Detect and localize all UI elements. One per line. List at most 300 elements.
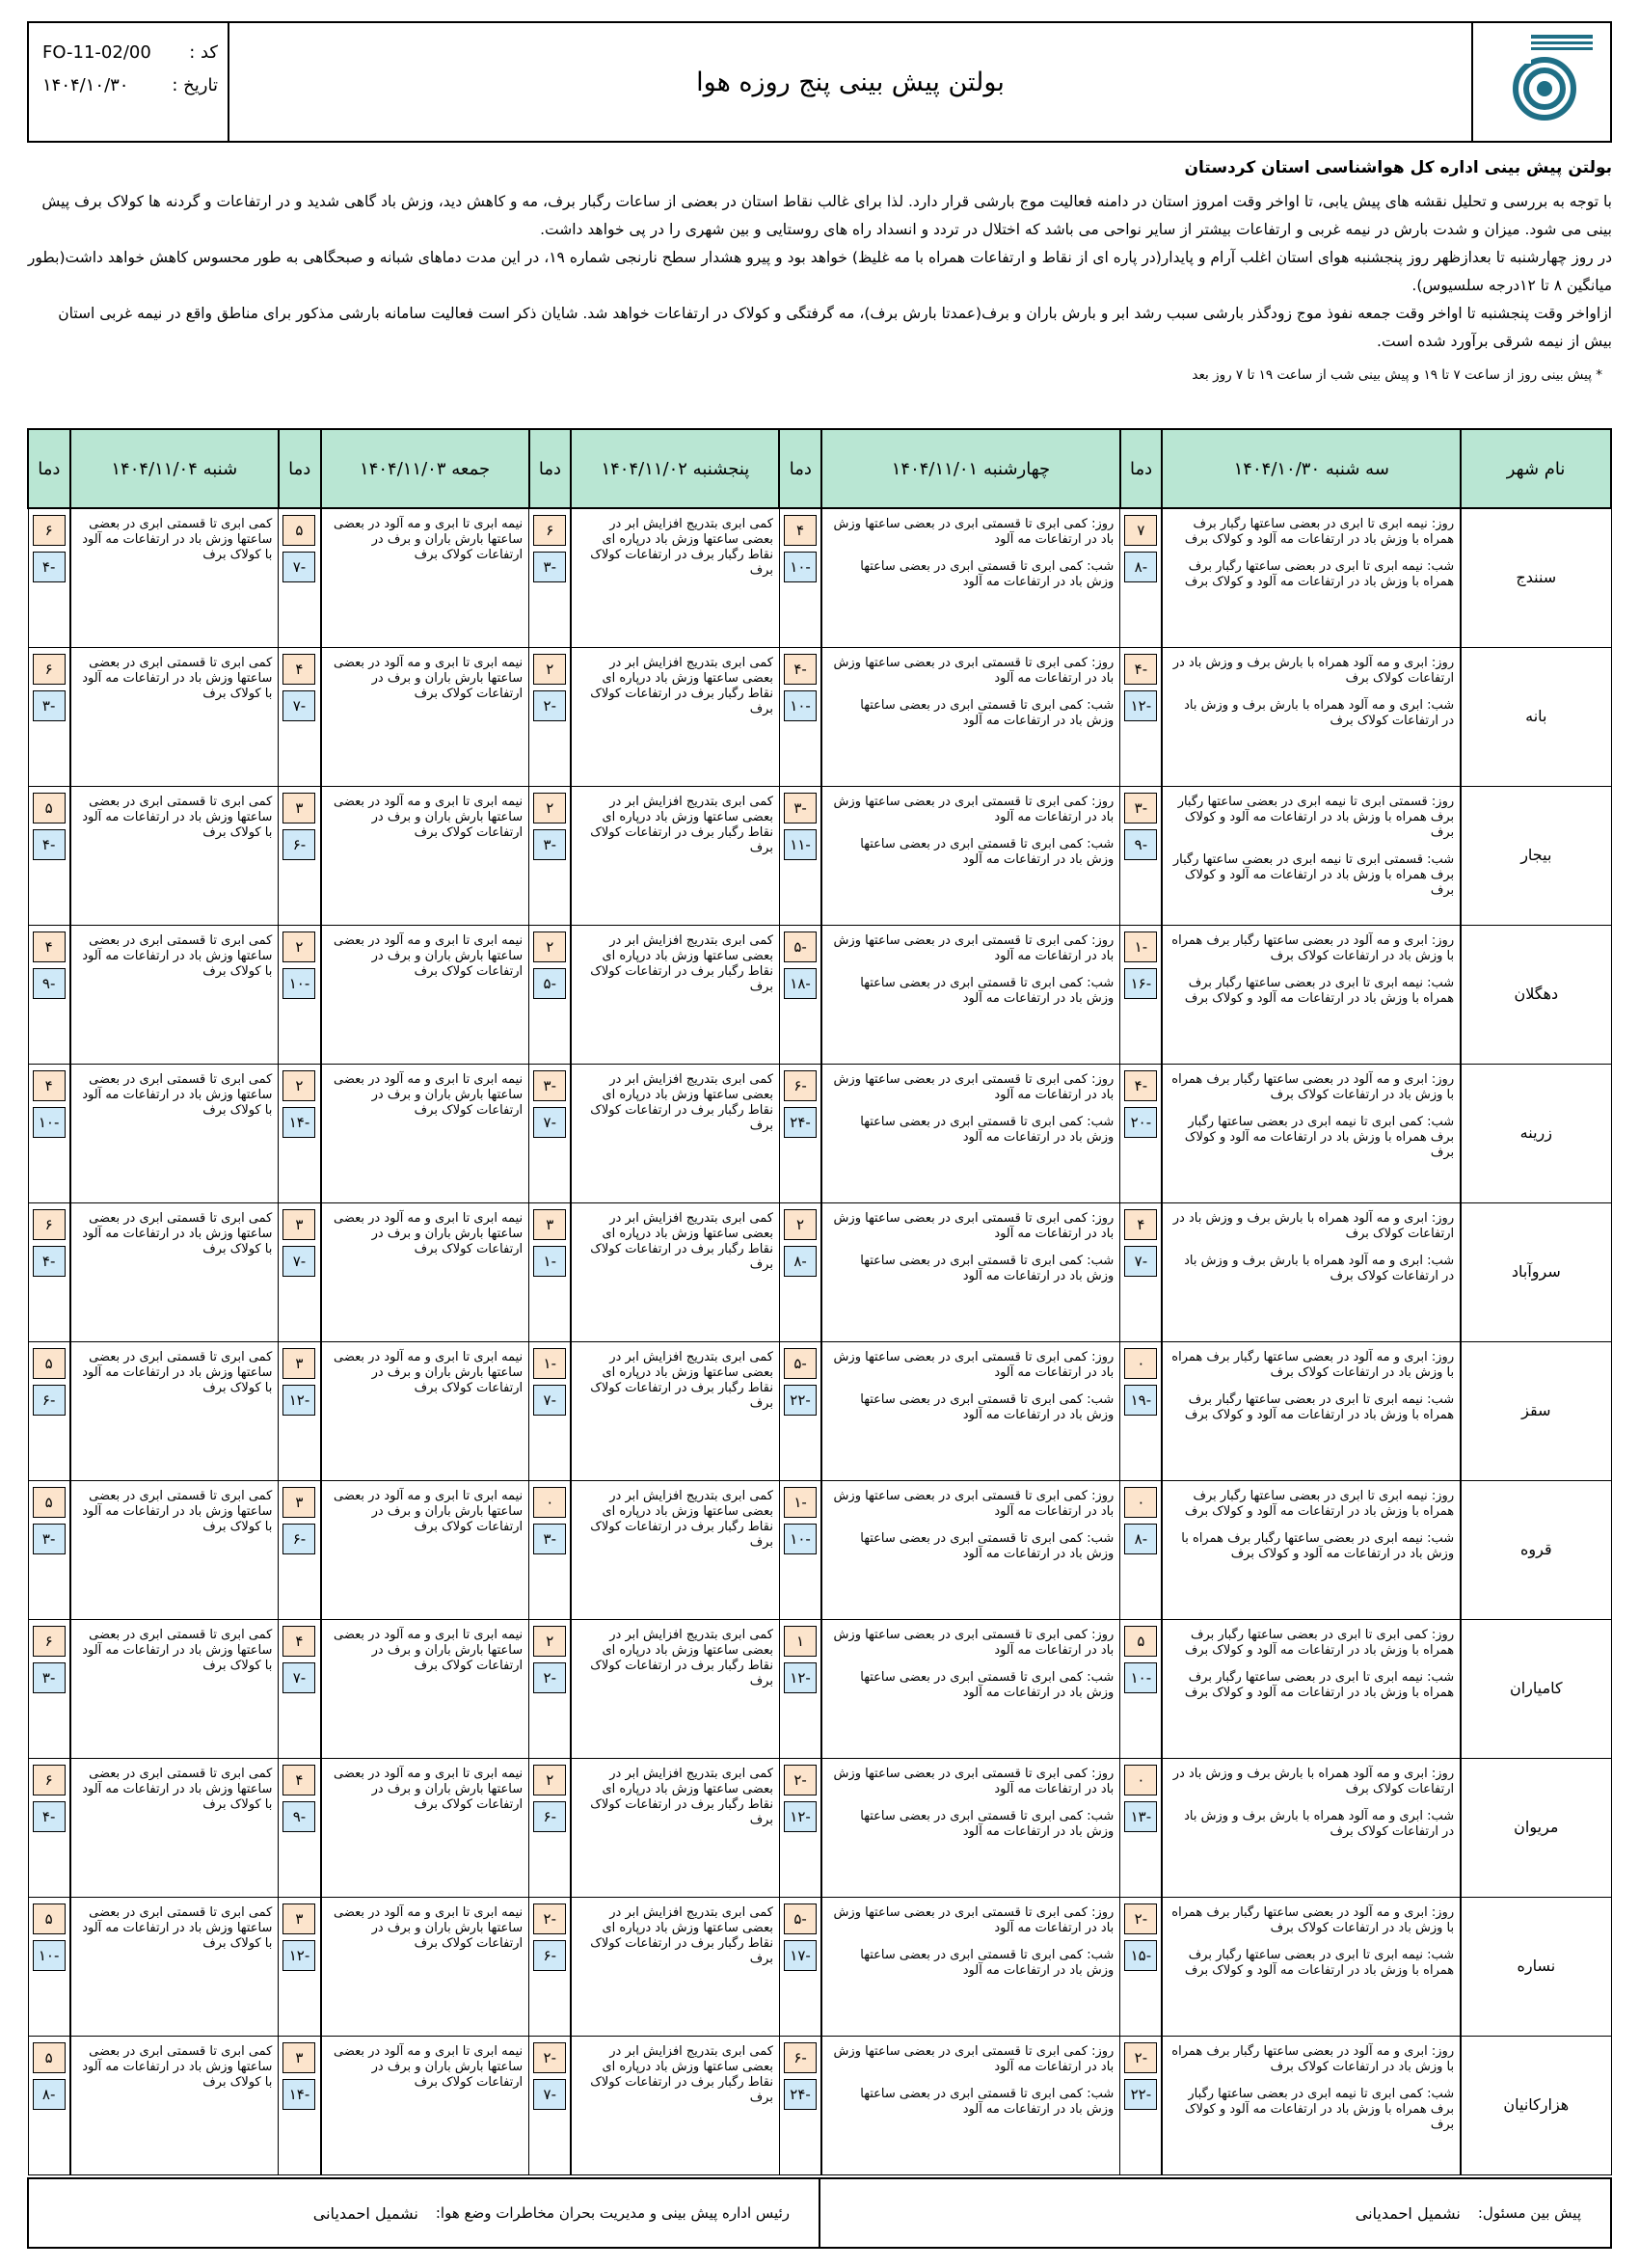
forecast-cell: کمی ابری تا قسمتی ابری در بعضی ساعتها وزش باد در ارتفاعات مه آلود با کولاک برف	[70, 1758, 279, 1897]
city-name: زرینه	[1461, 1064, 1611, 1202]
city-name: دهگلان	[1461, 925, 1611, 1064]
code-box	[29, 23, 229, 141]
min-temp: -۴	[33, 552, 66, 582]
min-temp: -۱۲	[282, 1940, 315, 1971]
document-header	[27, 21, 1612, 143]
day-header: سه شنبه ۱۴۰۴/۱۰/۳۰	[1162, 429, 1461, 508]
temp-cell	[28, 1619, 70, 1758]
min-temp: -۸	[784, 1246, 817, 1277]
night-forecast: شب: کمی ابری تا قسمتی ابری در بعضی ساعتها وزش باد در ارتفاعات مه آلود	[860, 1530, 1115, 1561]
city-header: نام شهر	[1461, 429, 1611, 508]
date-label: تاریخ :	[172, 75, 218, 95]
forecast-cell: نیمه ابری تا ابری و مه آلود در بعضی ساعتها بارش باران و برف در ارتفاعات کولاک برف	[321, 786, 529, 925]
night-forecast: شب: ابری و مه آلود همراه با بارش برف و وزش باد در ارتفاعات کولاک برف	[1184, 697, 1455, 728]
min-temp: -۱۴	[282, 1107, 315, 1138]
forecast-cell: کمی ابری بتدریج افزایش ابر در بعضی ساعتها وزش باد درپاره ای نقاط رگبار برف در ارتفاعات کولاک برف	[571, 1897, 779, 2036]
max-temp: -۳	[1124, 793, 1157, 824]
temp-cell	[529, 2036, 572, 2174]
min-temp: -۱۲	[784, 1662, 817, 1693]
max-temp: ۲	[533, 1765, 566, 1796]
forecast-cell: کمی ابری بتدریج افزایش ابر در بعضی ساعتها وزش باد درپاره ای نقاط رگبار برف در ارتفاعات کولاک برف	[571, 647, 779, 786]
temp-cell	[1120, 1064, 1163, 1202]
forecast-cell	[1162, 647, 1461, 786]
temp-cell	[529, 1619, 572, 1758]
table-row	[28, 1064, 1611, 1202]
forecast-cell	[1162, 2036, 1461, 2174]
min-temp: -۱۰	[1124, 1662, 1157, 1693]
max-temp: ۴	[784, 515, 817, 546]
temp-cell	[1120, 925, 1163, 1064]
max-temp: ۰	[1124, 1487, 1157, 1518]
organization-logo	[1473, 23, 1610, 141]
night-forecast: شب: کمی ابری تا قسمتی ابری در بعضی ساعتها وزش باد در ارتفاعات مه آلود	[860, 1669, 1115, 1700]
temp-cell	[28, 1202, 70, 1341]
forecast-cell: نیمه ابری تا ابری و مه آلود در بعضی ساعتها بارش باران و برف در ارتفاعات کولاک برف	[321, 925, 529, 1064]
min-temp: -۶	[533, 1801, 566, 1832]
table-row	[28, 1619, 1611, 1758]
head-cell	[29, 2179, 819, 2247]
forecast-cell	[821, 925, 1120, 1064]
table-row	[28, 2036, 1611, 2174]
min-temp: -۷	[282, 1662, 315, 1693]
max-temp: ۶	[33, 654, 66, 685]
day-header: شنبه ۱۴۰۴/۱۱/۰۴	[70, 429, 279, 508]
max-temp: ۲	[282, 932, 315, 962]
meteorological-organization-logo-icon	[1489, 29, 1595, 135]
min-temp: -۱۰	[33, 1107, 66, 1138]
forecast-cell: نیمه ابری تا ابری و مه آلود در بعضی ساعتها بارش باران و برف در ارتفاعات کولاک برف	[321, 647, 529, 786]
night-forecast: شب: کمی ابری تا قسمتی ابری در بعضی ساعتها وزش باد در ارتفاعات مه آلود	[860, 975, 1115, 1006]
day-forecast: روز: کمی ابری تا قسمتی ابری در بعضی ساعتها وزش باد در ارتفاعات مه آلود	[833, 1904, 1115, 1935]
code-value: FO-11-02/00	[42, 42, 151, 63]
max-temp: -۵	[784, 1348, 817, 1379]
forecaster-cell	[819, 2179, 1610, 2247]
temp-cell	[279, 786, 321, 925]
max-temp: ۴	[282, 654, 315, 685]
forecast-cell	[1162, 925, 1461, 1064]
forecast-cell: کمی ابری تا قسمتی ابری در بعضی ساعتها وزش باد در ارتفاعات مه آلود با کولاک برف	[70, 925, 279, 1064]
forecast-cell	[821, 508, 1120, 647]
temp-cell	[529, 1341, 572, 1480]
max-temp: -۶	[784, 1070, 817, 1101]
max-temp: ۴	[282, 1626, 315, 1657]
night-forecast: شب: نیمه ابری در بعضی ساعتها رگبار برف همراه با وزش باد در ارتفاعات مه آلود و کولاک برف	[1181, 1530, 1455, 1561]
temp-cell	[779, 1064, 821, 1202]
city-name: سنندج	[1461, 508, 1611, 647]
min-temp: -۱۰	[784, 690, 817, 721]
city-name: نساره	[1461, 1897, 1611, 2036]
max-temp: ۶	[33, 1765, 66, 1796]
night-forecast: شب: کمی ابری تا نیمه ابری در بعضی ساعتها رگبار برف همراه با وزش باد در ارتفاعات مه آلود و کولاک برف	[1184, 1114, 1455, 1160]
forecast-cell	[821, 647, 1120, 786]
temp-header: دما	[529, 429, 572, 508]
night-forecast: شب: کمی ابری تا قسمتی ابری در بعضی ساعتها وزش باد در ارتفاعات مه آلود	[860, 559, 1115, 589]
max-temp: ۵	[33, 1904, 66, 1934]
max-temp: ۴	[33, 1070, 66, 1101]
temp-cell	[529, 1064, 572, 1202]
max-temp: ۲	[784, 1209, 817, 1240]
city-name: هزارکانیان	[1461, 2036, 1611, 2174]
night-forecast: شب: کمی ابری تا قسمتی ابری در بعضی ساعتها وزش باد در ارتفاعات مه آلود	[860, 1808, 1115, 1839]
max-temp: -۲	[784, 1765, 817, 1796]
max-temp: ۵	[33, 793, 66, 824]
min-temp: -۹	[1124, 829, 1157, 860]
forecast-cell	[821, 1897, 1120, 2036]
max-temp: ۳	[282, 1487, 315, 1518]
min-temp: -۱۰	[33, 1940, 66, 1971]
max-temp: ۰	[1124, 1765, 1157, 1796]
temp-cell	[279, 925, 321, 1064]
table-row	[28, 925, 1611, 1064]
temp-cell	[28, 786, 70, 925]
temp-cell	[28, 647, 70, 786]
temp-cell	[1120, 2036, 1163, 2174]
max-temp: -۵	[784, 1904, 817, 1934]
temp-cell	[779, 647, 821, 786]
forecast-cell: کمی ابری تا قسمتی ابری در بعضی ساعتها وزش باد در ارتفاعات مه آلود با کولاک برف	[70, 2036, 279, 2174]
day-forecast: روز: قسمتی ابری تا نیمه ابری در بعضی ساعتها رگبار برف همراه با وزش باد در ارتفاعات مه آلود و کولاک برف	[1177, 794, 1455, 840]
night-forecast: شب: نیمه ابری تا ابری در بعضی ساعتها رگبار برف همراه با وزش باد در ارتفاعات مه آلود و کولاک برف	[1184, 1947, 1455, 1978]
head-name: نشمیل احمدیانی	[312, 2203, 418, 2223]
max-temp: ۵	[33, 1348, 66, 1379]
temp-cell	[529, 786, 572, 925]
forecast-cell	[821, 1619, 1120, 1758]
min-temp: -۴	[33, 1246, 66, 1277]
day-forecast: روز: ابری و مه آلود در بعضی ساعتها رگبار برف همراه با وزش باد در ارتفاعات کولاک برف	[1171, 2043, 1455, 2074]
max-temp: ۶	[33, 1626, 66, 1657]
temp-cell	[529, 1202, 572, 1341]
temp-cell	[279, 508, 321, 647]
head-label: رئیس اداره پیش بینی و مدیریت بحران مخاطرات وضع هوا:	[435, 2204, 790, 2222]
max-temp: -۵	[784, 932, 817, 962]
min-temp: -۸	[1124, 1524, 1157, 1554]
min-temp: -۸	[1124, 552, 1157, 582]
day-forecast: روز: کمی ابری تا قسمتی ابری در بعضی ساعتها وزش باد در ارتفاعات مه آلود	[833, 1349, 1115, 1380]
forecast-cell	[1162, 1202, 1461, 1341]
forecast-cell	[821, 1064, 1120, 1202]
max-temp: ۳	[282, 793, 315, 824]
min-temp: -۹	[33, 968, 66, 999]
min-temp: -۴	[33, 829, 66, 860]
night-forecast: شب: کمی ابری تا قسمتی ابری در بعضی ساعتها وزش باد در ارتفاعات مه آلود	[860, 1391, 1115, 1422]
temp-cell	[529, 925, 572, 1064]
day-forecast: روز: کمی ابری تا قسمتی ابری در بعضی ساعتها وزش باد در ارتفاعات مه آلود	[833, 932, 1115, 963]
night-forecast: شب: کمی ابری تا نیمه ابری در بعضی ساعتها رگبار برف همراه با وزش باد در ارتفاعات مه آلود و کولاک برف	[1184, 2086, 1455, 2132]
night-forecast: شب: نیمه ابری تا ابری در بعضی ساعتها رگبار برف همراه با وزش باد در ارتفاعات مه آلود و کولاک برف	[1184, 975, 1455, 1006]
max-temp: ۲	[533, 654, 566, 685]
forecast-cell: کمی ابری بتدریج افزایش ابر در بعضی ساعتها وزش باد درپاره ای نقاط رگبار برف در ارتفاعات کولاک برف	[571, 1341, 779, 1480]
forecast-cell: کمی ابری بتدریج افزایش ابر در بعضی ساعتها وزش باد درپاره ای نقاط رگبار برف در ارتفاعات کولاک برف	[571, 2036, 779, 2174]
forecast-cell: کمی ابری تا قسمتی ابری در بعضی ساعتها وزش باد در ارتفاعات مه آلود با کولاک برف	[70, 508, 279, 647]
day-forecast: روز: ابری و مه آلود در بعضی ساعتها رگبار برف همراه با وزش باد در ارتفاعات کولاک برف	[1171, 1904, 1455, 1935]
min-temp: -۱۰	[784, 1524, 817, 1554]
forecast-cell: نیمه ابری تا ابری و مه آلود در بعضی ساعتها بارش باران و برف در ارتفاعات کولاک برف	[321, 2036, 529, 2174]
min-temp: -۱۴	[282, 2079, 315, 2110]
forecast-cell: کمی ابری تا قسمتی ابری در بعضی ساعتها وزش باد در ارتفاعات مه آلود با کولاک برف	[70, 1897, 279, 2036]
city-name: سروآباد	[1461, 1202, 1611, 1341]
forecast-cell	[821, 1480, 1120, 1619]
code-label: کد :	[189, 42, 218, 63]
max-temp: ۱	[784, 1626, 817, 1657]
day-forecast: روز: نیمه ابری تا ابری در بعضی ساعتها رگبار برف همراه با وزش باد در ارتفاعات مه آلود و کولاک برف	[1184, 1488, 1455, 1519]
max-temp: ۳	[282, 1904, 315, 1934]
day-header: جمعه ۱۴۰۴/۱۱/۰۳	[321, 429, 529, 508]
night-forecast: شب: قسمتی ابری تا نیمه ابری در بعضی ساعتها رگبار برف همراه با وزش باد در ارتفاعات مه آلود و کولاک برف	[1172, 851, 1455, 898]
forecast-table	[27, 428, 1612, 2175]
forecast-cell	[821, 1758, 1120, 1897]
day-forecast: روز: کمی ابری تا قسمتی ابری در بعضی ساعتها وزش باد در ارتفاعات مه آلود	[833, 1210, 1115, 1241]
temp-cell	[1120, 647, 1163, 786]
forecast-cell: کمی ابری بتدریج افزایش ابر در بعضی ساعتها وزش باد درپاره ای نقاط رگبار برف در ارتفاعات کولاک برف	[571, 508, 779, 647]
min-temp: -۱۹	[1124, 1385, 1157, 1416]
min-temp: -۷	[533, 1385, 566, 1416]
night-forecast: شب: ابری و مه آلود همراه با بارش برف و وزش باد در ارتفاعات کولاک برف	[1184, 1253, 1455, 1283]
city-name: بانه	[1461, 647, 1611, 786]
forecast-cell: کمی ابری بتدریج افزایش ابر در بعضی ساعتها وزش باد درپاره ای نقاط رگبار برف در ارتفاعات کولاک برف	[571, 925, 779, 1064]
forecast-cell	[821, 786, 1120, 925]
day-forecast: روز: کمی ابری تا ابری در بعضی ساعتها رگبار برف همراه با وزش باد در ارتفاعات مه آلود و کولاک برف	[1184, 1627, 1455, 1658]
min-temp: -۱۱	[784, 829, 817, 860]
night-forecast: شب: کمی ابری تا قسمتی ابری در بعضی ساعتها وزش باد در ارتفاعات مه آلود	[860, 697, 1115, 728]
forecast-cell	[1162, 1897, 1461, 2036]
temp-cell	[1120, 786, 1163, 925]
forecast-cell: کمی ابری بتدریج افزایش ابر در بعضی ساعتها وزش باد درپاره ای نقاط رگبار برف در ارتفاعات کولاک برف	[571, 1064, 779, 1202]
max-temp: -۱	[1124, 932, 1157, 962]
table-row	[28, 647, 1611, 786]
forecast-cell	[1162, 1619, 1461, 1758]
intro-paragraph-2: در روز چهارشنبه تا بعدازظهر روز پنجشنبه هوای استان اغلب آرام و پایدار(در پاره ای از نقاط و ارتفاعات همراه با مه غلیظ) خواهد بود و پیرو هشدار سطح نارنجی شماره ۱۹، در این مدت دماهای شبانه و صبحگاهی به طور محسوس کاهش خواهد داشت(بطور میانگین ۸ تا ۱۲درجه سلسیوس).	[27, 249, 1612, 294]
min-temp: -۶	[533, 1940, 566, 1971]
temp-cell	[279, 647, 321, 786]
max-temp: ۳	[282, 1209, 315, 1240]
temp-cell	[779, 1758, 821, 1897]
forecast-cell	[1162, 1480, 1461, 1619]
max-temp: ۷	[1124, 515, 1157, 546]
forecaster-name: نشمیل احمدیانی	[1355, 2203, 1461, 2223]
max-temp: -۴	[1124, 654, 1157, 685]
forecast-cell: نیمه ابری تا ابری و مه آلود در بعضی ساعتها بارش باران و برف در ارتفاعات کولاک برف	[321, 1758, 529, 1897]
max-temp: -۴	[784, 654, 817, 685]
signature-footer	[27, 2177, 1612, 2249]
max-temp: ۳	[282, 2042, 315, 2073]
min-temp: -۳	[33, 690, 66, 721]
max-temp: -۲	[533, 1904, 566, 1934]
temp-cell	[28, 1897, 70, 2036]
temp-cell	[1120, 1758, 1163, 1897]
min-temp: -۷	[533, 2079, 566, 2110]
table-row	[28, 1341, 1611, 1480]
night-forecast: شب: کمی ابری تا قسمتی ابری در بعضی ساعتها وزش باد در ارتفاعات مه آلود	[860, 1947, 1115, 1978]
temp-cell	[779, 925, 821, 1064]
temp-cell	[28, 1480, 70, 1619]
min-temp: -۶	[33, 1385, 66, 1416]
min-temp: -۱۲	[1124, 690, 1157, 721]
night-forecast: شب: نیمه ابری تا ابری در بعضی ساعتها رگبار برف همراه با وزش باد در ارتفاعات مه آلود و کولاک برف	[1184, 559, 1455, 589]
min-temp: -۲۴	[784, 1107, 817, 1138]
temp-cell	[28, 1758, 70, 1897]
intro-paragraph-3: ازاواخر وقت پنجشنبه تا اواخر وقت جمعه نفوذ موج زودگذر بارشی سبب رشد ابر و بارش باران و برف(عمدتا بارش برف)، مه گرفتگی و کولاک در ارتفاعات خواهد شد. شایان ذکر است فعالیت سامانه بارشی مذکور برای مناطق واقع در نیمه غربی استان بیش از نیمه شرقی برآورد شده است.	[58, 305, 1612, 350]
max-temp: -۲	[533, 2042, 566, 2073]
forecast-cell: کمی ابری بتدریج افزایش ابر در بعضی ساعتها وزش باد درپاره ای نقاط رگبار برف در ارتفاعات کولاک برف	[571, 1202, 779, 1341]
temp-cell	[1120, 1897, 1163, 2036]
temp-cell	[28, 508, 70, 647]
city-name: سقز	[1461, 1341, 1611, 1480]
forecast-cell: نیمه ابری تا ابری و مه آلود در بعضی ساعتها بارش باران و برف در ارتفاعات کولاک برف	[321, 1202, 529, 1341]
max-temp: -۱	[533, 1348, 566, 1379]
temp-header: دما	[779, 429, 821, 508]
day-forecast: روز: نیمه ابری تا ابری در بعضی ساعتها رگبار برف همراه با وزش باد در ارتفاعات مه آلود و کولاک برف	[1184, 517, 1455, 547]
forecast-cell: نیمه ابری تا ابری و مه آلود در بعضی ساعتها بارش باران و برف در ارتفاعات کولاک برف	[321, 1341, 529, 1480]
min-temp: -۱۸	[784, 968, 817, 999]
min-temp: -۷	[282, 552, 315, 582]
night-forecast: شب: کمی ابری تا قسمتی ابری در بعضی ساعتها وزش باد در ارتفاعات مه آلود	[860, 2086, 1115, 2117]
night-forecast: شب: کمی ابری تا قسمتی ابری در بعضی ساعتها وزش باد در ارتفاعات مه آلود	[860, 1253, 1115, 1283]
forecast-cell: کمی ابری تا قسمتی ابری در بعضی ساعتها وزش باد در ارتفاعات مه آلود با کولاک برف	[70, 1480, 279, 1619]
temp-cell	[279, 1897, 321, 2036]
night-forecast: شب: نیمه ابری تا ابری در بعضی ساعتها رگبار برف همراه با وزش باد در ارتفاعات مه آلود و کولاک برف	[1184, 1391, 1455, 1422]
min-temp: -۳	[33, 1524, 66, 1554]
city-name: مریوان	[1461, 1758, 1611, 1897]
temp-header: دما	[1120, 429, 1163, 508]
min-temp: -۳	[533, 829, 566, 860]
temp-cell	[1120, 1480, 1163, 1619]
temp-cell	[779, 786, 821, 925]
date-value: ۱۴۰۴/۱۰/۳۰	[42, 75, 129, 95]
max-temp: -۱	[784, 1487, 817, 1518]
min-temp: -۱۰	[282, 968, 315, 999]
forecast-cell: کمی ابری تا قسمتی ابری در بعضی ساعتها وزش باد در ارتفاعات مه آلود با کولاک برف	[70, 647, 279, 786]
min-temp: -۶	[282, 1524, 315, 1554]
min-temp: -۱۵	[1124, 1940, 1157, 1971]
min-temp: -۶	[282, 829, 315, 860]
max-temp: ۴	[282, 1765, 315, 1796]
temp-cell	[28, 2036, 70, 2174]
forecast-cell: نیمه ابری تا ابری و مه آلود در بعضی ساعتها بارش باران و برف در ارتفاعات کولاک برف	[321, 508, 529, 647]
max-temp: ۰	[533, 1487, 566, 1518]
temp-cell	[279, 2036, 321, 2174]
intro-paragraph-1: با توجه به بررسی و تحلیل نقشه های پیش یابی، تا اواخر وقت امروز استان در دامنه فعالیت موج بارشی قرار دارد. لذا برای غالب نقاط استان در بعضی از ساعات رگبار برف، مه و کاهش دید، وزش باد گاهی شدید و در ارتفاعات و گردنه ها کولاک برف پیش بینی می شود. میزان و شدت بارش در نیمه غربی و ارتفاعات بیشتر از سایر نواحی می باشد که اختلال در تردد و انسداد راه های روستایی و بین شهری را در پی خواهد داشت.	[41, 193, 1612, 238]
temp-cell	[529, 1758, 572, 1897]
max-temp: -۲	[1124, 1904, 1157, 1934]
min-temp: -۷	[533, 1107, 566, 1138]
forecast-cell: کمی ابری تا قسمتی ابری در بعضی ساعتها وزش باد در ارتفاعات مه آلود با کولاک برف	[70, 1202, 279, 1341]
max-temp: ۵	[282, 515, 315, 546]
day-header: چهارشنبه ۱۴۰۴/۱۱/۰۱	[821, 429, 1120, 508]
temp-header: دما	[279, 429, 321, 508]
min-temp: -۱	[533, 1246, 566, 1277]
day-forecast: روز: کمی ابری تا قسمتی ابری در بعضی ساعتها وزش باد در ارتفاعات مه آلود	[833, 655, 1115, 686]
forecast-cell: کمی ابری بتدریج افزایش ابر در بعضی ساعتها وزش باد درپاره ای نقاط رگبار برف در ارتفاعات کولاک برف	[571, 1758, 779, 1897]
max-temp: -۴	[1124, 1070, 1157, 1101]
temp-cell	[529, 1480, 572, 1619]
min-temp: -۷	[282, 690, 315, 721]
min-temp: -۱۲	[282, 1385, 315, 1416]
min-temp: -۲۴	[784, 2079, 817, 2110]
forecast-cell: کمی ابری تا قسمتی ابری در بعضی ساعتها وزش باد در ارتفاعات مه آلود با کولاک برف	[70, 786, 279, 925]
temp-cell	[529, 1897, 572, 2036]
min-temp: -۳	[33, 1662, 66, 1693]
forecast-cell	[821, 2036, 1120, 2174]
min-temp: -۱۶	[1124, 968, 1157, 999]
temp-cell	[279, 1341, 321, 1480]
temp-cell	[279, 1758, 321, 1897]
day-forecast: روز: ابری و مه آلود در بعضی ساعتها رگبار برف همراه با وزش باد در ارتفاعات کولاک برف	[1171, 1349, 1455, 1380]
table-row	[28, 1202, 1611, 1341]
temp-cell	[779, 1480, 821, 1619]
day-forecast: روز: کمی ابری تا قسمتی ابری در بعضی ساعتها وزش باد در ارتفاعات مه آلود	[833, 517, 1115, 547]
temp-cell	[28, 1064, 70, 1202]
day-forecast: روز: ابری و مه آلود همراه با بارش برف و وزش باد در ارتفاعات کولاک برف	[1172, 1766, 1455, 1796]
min-temp: -۷	[1124, 1246, 1157, 1277]
day-forecast: روز: کمی ابری تا قسمتی ابری در بعضی ساعتها وزش باد در ارتفاعات مه آلود	[833, 1071, 1115, 1102]
forecast-cell	[1162, 1758, 1461, 1897]
max-temp: ۶	[33, 1209, 66, 1240]
night-forecast: شب: کمی ابری تا قسمتی ابری در بعضی ساعتها وزش باد در ارتفاعات مه آلود	[860, 836, 1115, 867]
temp-cell	[779, 1341, 821, 1480]
min-temp: -۱۰	[784, 552, 817, 582]
max-temp: ۳	[533, 1209, 566, 1240]
temp-cell	[279, 1064, 321, 1202]
day-forecast: روز: ابری و مه آلود در بعضی ساعتها رگبار برف همراه با وزش باد در ارتفاعات کولاک برف	[1171, 932, 1455, 963]
forecast-time-note: * پیش بینی روز از ساعت ۷ تا ۱۹ و پیش بینی شب از ساعت ۱۹ تا ۷ روز بعد	[1192, 367, 1602, 383]
day-forecast: روز: کمی ابری تا قسمتی ابری در بعضی ساعتها وزش باد در ارتفاعات مه آلود	[833, 1627, 1115, 1658]
forecast-cell: کمی ابری تا قسمتی ابری در بعضی ساعتها وزش باد در ارتفاعات مه آلود با کولاک برف	[70, 1619, 279, 1758]
max-temp: ۲	[533, 793, 566, 824]
temp-cell	[1120, 508, 1163, 647]
table-row	[28, 1897, 1611, 2036]
forecaster-label: پیش بین مسئول:	[1477, 2204, 1581, 2222]
table-header-row	[28, 429, 1611, 508]
page-title: بولتن پیش بینی پنج روزه هوا	[229, 23, 1473, 141]
day-forecast: روز: کمی ابری تا قسمتی ابری در بعضی ساعتها وزش باد در ارتفاعات مه آلود	[833, 1766, 1115, 1796]
min-temp: -۲۲	[1124, 2079, 1157, 2110]
forecast-cell	[821, 1202, 1120, 1341]
day-forecast: روز: ابری و مه آلود در بعضی ساعتها رگبار برف همراه با وزش باد در ارتفاعات کولاک برف	[1171, 1071, 1455, 1102]
max-temp: ۵	[33, 2042, 66, 2073]
forecast-cell	[1162, 786, 1461, 925]
temp-cell	[779, 1202, 821, 1341]
min-temp: -۷	[282, 1246, 315, 1277]
temp-cell	[279, 1202, 321, 1341]
min-temp: -۱۲	[784, 1801, 817, 1832]
forecast-cell: نیمه ابری تا ابری و مه آلود در بعضی ساعتها بارش باران و برف در ارتفاعات کولاک برف	[321, 1619, 529, 1758]
max-temp: ۶	[533, 515, 566, 546]
table-row	[28, 786, 1611, 925]
forecast-cell: کمی ابری تا قسمتی ابری در بعضی ساعتها وزش باد در ارتفاعات مه آلود با کولاک برف	[70, 1064, 279, 1202]
forecast-cell: نیمه ابری تا ابری و مه آلود در بعضی ساعتها بارش باران و برف در ارتفاعات کولاک برف	[321, 1064, 529, 1202]
table-row	[28, 508, 1611, 647]
max-temp: ۴	[33, 932, 66, 962]
max-temp: ۵	[33, 1487, 66, 1518]
night-forecast: شب: کمی ابری تا قسمتی ابری در بعضی ساعتها وزش باد در ارتفاعات مه آلود	[860, 1114, 1115, 1145]
max-temp: -۳	[784, 793, 817, 824]
max-temp: -۳	[533, 1070, 566, 1101]
day-forecast: روز: کمی ابری تا قسمتی ابری در بعضی ساعتها وزش باد در ارتفاعات مه آلود	[833, 2043, 1115, 2074]
temp-cell	[779, 1897, 821, 2036]
temp-cell	[1120, 1619, 1163, 1758]
min-temp: -۵	[533, 968, 566, 999]
day-header: پنجشنبه ۱۴۰۴/۱۱/۰۲	[571, 429, 779, 508]
day-forecast: روز: کمی ابری تا قسمتی ابری در بعضی ساعتها وزش باد در ارتفاعات مه آلود	[833, 794, 1115, 824]
forecast-cell: کمی ابری بتدریج افزایش ابر در بعضی ساعتها وزش باد درپاره ای نقاط رگبار برف در ارتفاعات کولاک برف	[571, 1480, 779, 1619]
max-temp: ۶	[33, 515, 66, 546]
max-temp: -۶	[784, 2042, 817, 2073]
intro-section	[27, 154, 1612, 390]
max-temp: ۲	[282, 1070, 315, 1101]
forecast-cell	[821, 1341, 1120, 1480]
min-temp: -۹	[282, 1801, 315, 1832]
temp-cell	[529, 508, 572, 647]
